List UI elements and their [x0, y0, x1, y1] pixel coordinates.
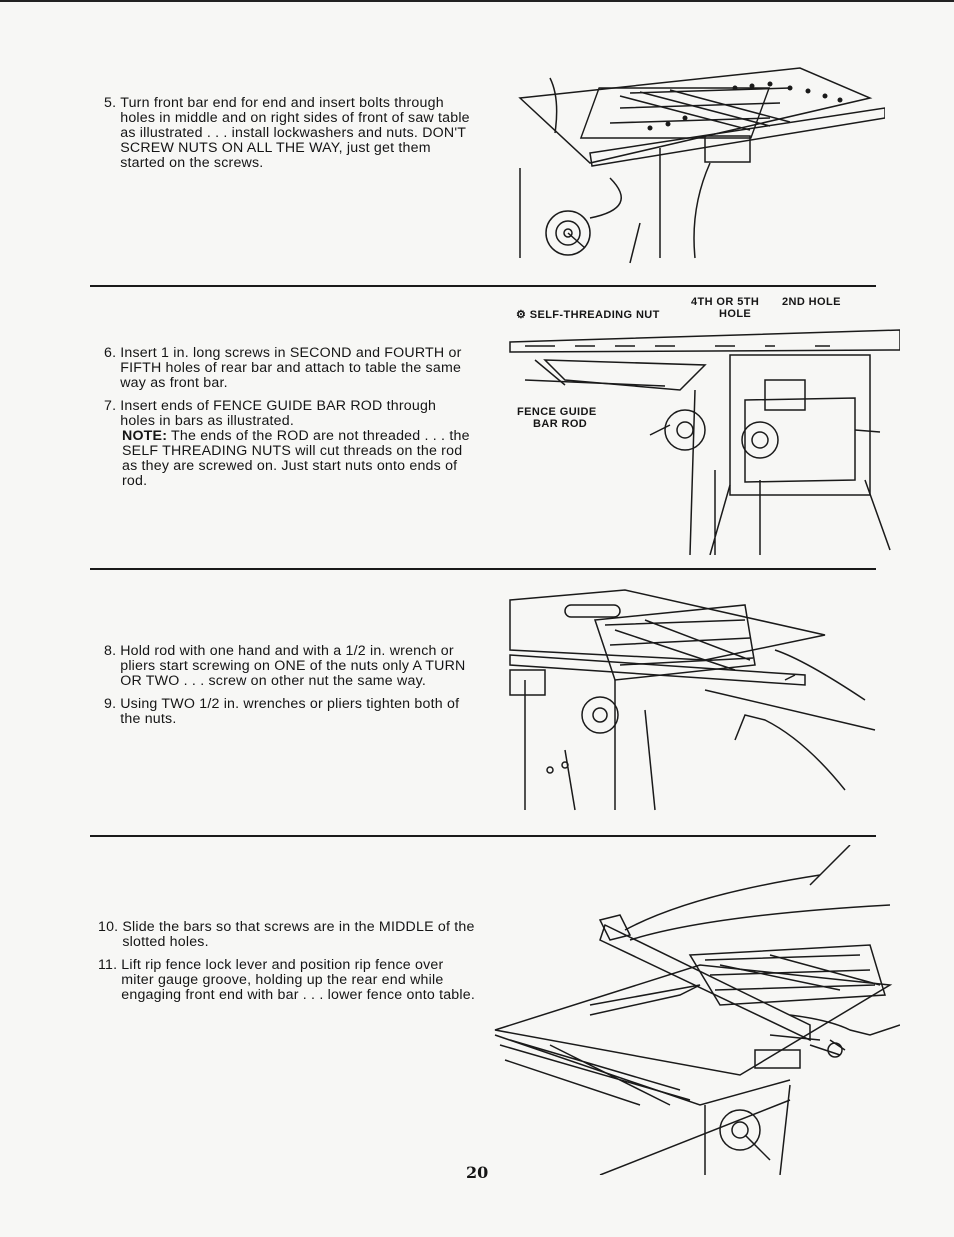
- section-divider-2: [90, 568, 876, 570]
- figure-tighten-nuts: [505, 580, 880, 820]
- saw-table-front-bar-illustration: [500, 58, 885, 273]
- step-text: Slide the bars so that screws are in the MIDDLE of the slotted holes.: [122, 919, 475, 950]
- step-number: 6.: [104, 345, 117, 361]
- saw-rod-wrench-illustration: [505, 580, 880, 820]
- figure-front-bar-bolts: [500, 58, 885, 273]
- step-11: [98, 958, 478, 1003]
- step-6: [104, 346, 472, 391]
- note-text: The ends of the ROD are not threaded . . . the SELF THREADING NUTS will cut threads on the rod as they are screwed on. Just start nuts onto ends of rod.: [122, 428, 470, 489]
- step-text: Hold rod with one hand and with a 1/2 in. wrench or pliers start screwing on ONE of the nuts only A TURN OR TWO . . . screw on other nut the same way.: [120, 643, 466, 689]
- section-divider-1: [90, 285, 876, 287]
- label-self-threading-nut: ⚙ SELF-THREADING NUT: [516, 309, 660, 321]
- step-text: Turn front bar end for end and insert bolts through holes in middle and on right sides of front of saw table as illustrated . . . install lockwashers and nuts. DON'T SCREW NUTS ON ALL THE WAY, just get them started on the screws.: [120, 95, 470, 171]
- label-4th-or-5th-hole: 4TH OR 5TH HOLE: [691, 296, 760, 320]
- step-number: 8.: [104, 643, 117, 659]
- step-7: [104, 399, 472, 429]
- step-number: 7.: [104, 398, 117, 414]
- step-number: 11.: [98, 957, 118, 973]
- figure-rear-bar-rod: [505, 320, 900, 555]
- section-1-text: [104, 96, 472, 179]
- saw-rear-bar-motor-illustration: [505, 320, 900, 555]
- page-number: 20: [466, 1163, 489, 1182]
- step-text: Insert ends of FENCE GUIDE BAR ROD through holes in bars as illustrated.: [120, 398, 437, 429]
- step-5: [104, 96, 472, 171]
- section-divider-3: [90, 835, 876, 837]
- step-number: 9.: [104, 696, 117, 712]
- note: [104, 429, 472, 489]
- rip-fence-placement-illustration: [490, 845, 900, 1175]
- step-text: Using TWO 1/2 in. wrenches or pliers tighten both of the nuts.: [120, 696, 460, 727]
- section-3-text: [104, 644, 474, 735]
- step-number: 10.: [98, 919, 119, 935]
- section-2-text: [104, 346, 472, 489]
- step-number: 5.: [104, 95, 117, 111]
- label-2nd-hole: 2ND HOLE: [782, 296, 841, 308]
- step-text: Lift rip fence lock lever and position rip fence over miter gauge groove, holding up the rear end while engaging front end with bar . . . lower fence onto table.: [121, 957, 475, 1003]
- figure-rip-fence: [490, 845, 900, 1175]
- section-4-text: [98, 920, 478, 1011]
- note-label: NOTE:: [122, 428, 168, 444]
- step-9: [104, 697, 474, 727]
- step-10: [98, 920, 478, 950]
- step-8: [104, 644, 474, 689]
- step-text: Insert 1 in. long screws in SECOND and FOURTH or FIFTH holes of rear bar and attach to table the same way as front bar.: [120, 345, 462, 391]
- top-border: [0, 0, 954, 2]
- label-fence-guide-bar-rod: FENCE GUIDE BAR ROD: [517, 406, 597, 430]
